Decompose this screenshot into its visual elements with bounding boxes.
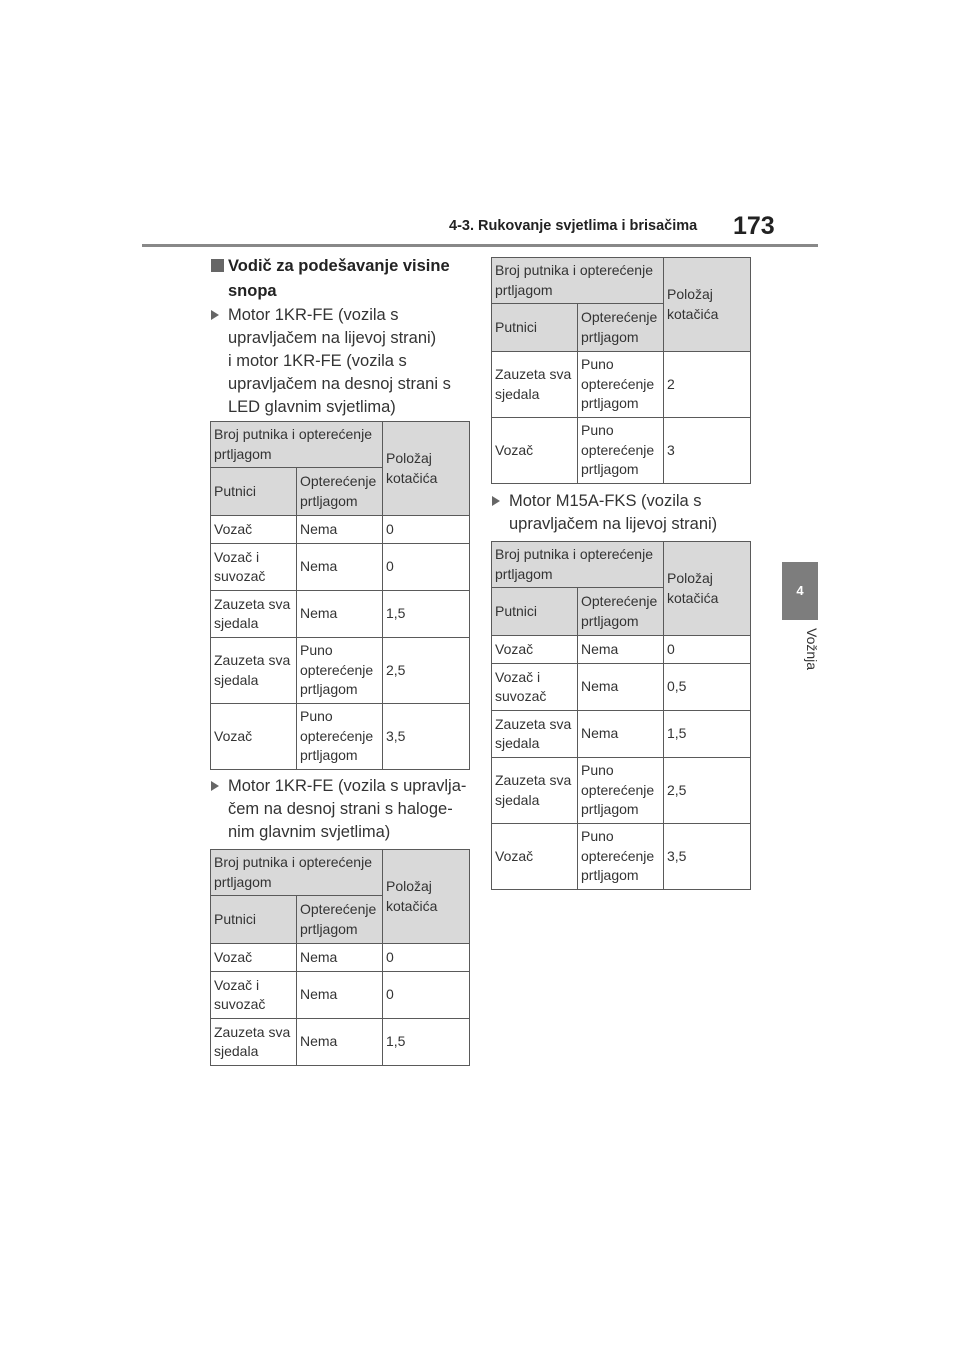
cell-dial-position: 0 <box>664 636 751 664</box>
table-row <box>492 636 751 664</box>
table-row <box>211 972 470 1019</box>
cell-passengers: Vozač <box>492 824 578 890</box>
header-divider <box>142 244 818 247</box>
table-1kr-fe-halogen-continued <box>491 257 751 484</box>
cell-passengers: Vozač <box>492 636 578 664</box>
bullet-text: Motor M15A-FKS (vozila s upravljačem na lijevoj strani) <box>509 492 718 533</box>
page-number: 173 <box>733 212 775 240</box>
table-row <box>492 418 751 484</box>
header-passengers-cargo: Broj putnika i opterećenje prtljagom <box>492 542 664 588</box>
bullet-engine-1kr-fe-lhd-led <box>211 304 473 419</box>
cell-dial-position: 2,5 <box>664 758 751 824</box>
bullet-engine-m15a-fks-lhd <box>492 490 754 536</box>
header-passengers: Putnici <box>211 896 297 944</box>
cell-cargo: Nema <box>297 591 383 638</box>
table-row <box>211 544 470 591</box>
header-cargo: Opterećenje prtljagom <box>297 896 383 944</box>
cell-cargo: Puno opterećenje prtljagom <box>297 704 383 770</box>
cell-cargo: Nema <box>297 516 383 544</box>
cell-cargo: Nema <box>297 544 383 591</box>
table-m15a-fks <box>491 541 751 890</box>
cell-passengers: Vozač i suvozač <box>211 972 297 1019</box>
cell-dial-position: 2,5 <box>383 638 470 704</box>
table-row <box>211 944 470 972</box>
cell-passengers: Zauzeta sva sjedala <box>492 352 578 418</box>
cell-passengers: Vozač <box>211 944 297 972</box>
header-passengers: Putnici <box>492 588 578 636</box>
table-row <box>492 711 751 758</box>
cell-dial-position: 1,5 <box>383 591 470 638</box>
bullet-text: Motor 1KR-FE (vozila s upravljačem na lijevoj strani) i motor 1KR-FE (vozila s upravljačem na desnoj strani s LED glavnim svjetlima) <box>228 306 451 416</box>
cell-passengers: Vozač i suvozač <box>211 544 297 591</box>
table-row <box>492 824 751 890</box>
cell-passengers: Zauzeta sva sjedala <box>492 711 578 758</box>
header-dial-position: Položaj kotačića <box>383 850 470 944</box>
cell-dial-position: 3,5 <box>664 824 751 890</box>
cell-dial-position: 0 <box>383 516 470 544</box>
table-row <box>211 704 470 770</box>
cell-cargo: Nema <box>297 1019 383 1066</box>
table-row <box>211 1019 470 1066</box>
table-row <box>211 591 470 638</box>
cell-passengers: Vozač <box>492 418 578 484</box>
cell-dial-position: 3,5 <box>383 704 470 770</box>
triangle-bullet-icon <box>211 310 219 320</box>
cell-dial-position: 2 <box>664 352 751 418</box>
cell-cargo: Nema <box>578 711 664 758</box>
table-row <box>492 352 751 418</box>
cell-passengers: Zauzeta sva sjedala <box>211 591 297 638</box>
header-dial-position: Položaj kotačića <box>664 542 751 636</box>
chapter-label: Vožnja <box>804 628 820 671</box>
bullet-engine-1kr-fe-rhd-halogen <box>211 775 473 844</box>
table-row <box>211 638 470 704</box>
section-title <box>211 254 471 304</box>
header-passengers-cargo: Broj putnika i opterećenje prtljagom <box>492 258 664 304</box>
cell-passengers: Zauzeta sva sjedala <box>492 758 578 824</box>
cell-cargo: Nema <box>578 664 664 711</box>
header-passengers-cargo: Broj putnika i opterećenje prtljagom <box>211 422 383 468</box>
header-passengers: Putnici <box>211 468 297 516</box>
header-cargo: Opterećenje prtljagom <box>578 588 664 636</box>
square-bullet-icon <box>211 259 224 272</box>
header-cargo: Opterećenje prtljagom <box>578 304 664 352</box>
table-row <box>211 516 470 544</box>
cell-dial-position: 0 <box>383 972 470 1019</box>
cell-dial-position: 0 <box>383 944 470 972</box>
cell-cargo: Puno opterećenje prtljagom <box>578 758 664 824</box>
cell-passengers: Zauzeta sva sjedala <box>211 1019 297 1066</box>
triangle-bullet-icon <box>492 496 500 506</box>
table-1kr-fe-halogen <box>210 849 470 1066</box>
cell-dial-position: 0,5 <box>664 664 751 711</box>
cell-dial-position: 3 <box>664 418 751 484</box>
cell-dial-position: 1,5 <box>664 711 751 758</box>
cell-cargo: Puno opterećenje prtljagom <box>297 638 383 704</box>
cell-cargo: Nema <box>297 944 383 972</box>
table-row <box>492 758 751 824</box>
cell-cargo: Nema <box>578 636 664 664</box>
table-1kr-fe-led <box>210 421 470 770</box>
section-title-text: Vodič za podešavanje visine snopa <box>228 257 450 300</box>
section-header: 4-3. Rukovanje svjetlima i brisačima <box>449 218 698 234</box>
table-row <box>492 664 751 711</box>
header-dial-position: Položaj kotačića <box>664 258 751 352</box>
cell-dial-position: 1,5 <box>383 1019 470 1066</box>
cell-passengers: Vozač <box>211 704 297 770</box>
cell-cargo: Puno opterećenje prtljagom <box>578 352 664 418</box>
cell-passengers: Zauzeta sva sjedala <box>211 638 297 704</box>
chapter-tab: 4 <box>782 562 818 620</box>
cell-passengers: Vozač i suvozač <box>492 664 578 711</box>
header-passengers-cargo: Broj putnika i opterećenje prtljagom <box>211 850 383 896</box>
cell-cargo: Puno opterećenje prtljagom <box>578 418 664 484</box>
header-dial-position: Položaj kotačića <box>383 422 470 516</box>
header-passengers: Putnici <box>492 304 578 352</box>
triangle-bullet-icon <box>211 781 219 791</box>
cell-cargo: Nema <box>297 972 383 1019</box>
bullet-text: Motor 1KR-FE (vozila s upravlja- čem na desnoj strani s haloge- nim glavnim svjetlima) <box>228 777 467 841</box>
cell-cargo: Puno opterećenje prtljagom <box>578 824 664 890</box>
cell-passengers: Vozač <box>211 516 297 544</box>
header-cargo: Opterećenje prtljagom <box>297 468 383 516</box>
cell-dial-position: 0 <box>383 544 470 591</box>
